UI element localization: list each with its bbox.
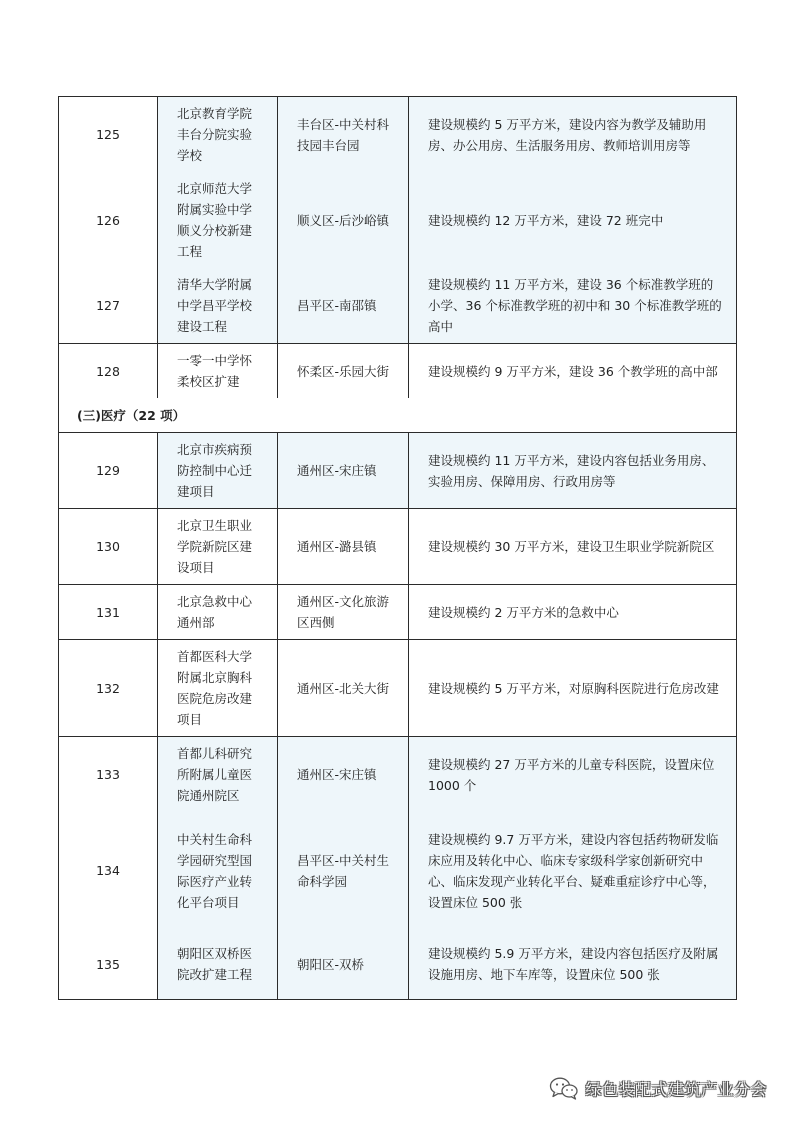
project-location: 顺义区-后沙峪镇: [278, 172, 409, 268]
table-row: [59, 640, 737, 737]
row-number: 126: [59, 172, 158, 268]
project-location: 通州区-宋庄镇: [278, 737, 409, 813]
project-location: 通州区-北关大街: [278, 640, 409, 737]
row-number: 125: [59, 97, 158, 173]
row-number: 135: [59, 929, 158, 1000]
project-description: 建设规模约 30 万平方米，建设卫生职业学院新院区: [409, 509, 737, 585]
row-number: 132: [59, 640, 158, 737]
project-description: 建设规模约 9 万平方米，建设 36 个教学班的高中部: [409, 344, 737, 399]
table-row: [59, 929, 737, 1000]
project-location: 昌平区-中关村生命科学园: [278, 812, 409, 929]
project-location: 通州区-潞县镇: [278, 509, 409, 585]
project-description: 建设规模约 11 万平方米，建设内容包括业务用房、实验用房、保障用房、行政用房等: [409, 433, 737, 509]
section-title: (三)医疗（22 项）: [59, 398, 737, 433]
project-description: 建设规模约 5.9 万平方米，建设内容包括医疗及附属设施用房、地下车库等，设置床位 500 张: [409, 929, 737, 1000]
project-name: 首都儿科研究所附属儿童医院通州院区: [158, 737, 278, 813]
project-description: 建设规模约 5 万平方米，建设内容为教学及辅助用房、办公用房、生活服务用房、教师培训用房等: [409, 97, 737, 173]
row-number: 127: [59, 268, 158, 344]
row-number: 131: [59, 585, 158, 640]
row-number: 130: [59, 509, 158, 585]
section-header-row: [59, 398, 737, 433]
project-description: 建设规模约 9.7 万平方米，建设内容包括药物研发临床应用及转化中心、临床专家级科学家创新研究中心、临床发现产业转化平台、疑难重症诊疗中心等，设置床位 500 张: [409, 812, 737, 929]
project-description: 建设规模约 27 万平方米的儿童专科医院，设置床位 1000 个: [409, 737, 737, 813]
project-name: 北京教育学院丰台分院实验学校: [158, 97, 278, 173]
table-row: [59, 344, 737, 399]
wechat-icon: [549, 1076, 579, 1100]
row-number: 133: [59, 737, 158, 813]
project-name: 北京市疾病预防控制中心迁建项目: [158, 433, 278, 509]
table-row: [59, 172, 737, 268]
table-row: [59, 812, 737, 929]
project-name: 一零一中学怀柔校区扩建: [158, 344, 278, 399]
project-location: 朝阳区-双桥: [278, 929, 409, 1000]
project-name: 北京师范大学附属实验中学顺义分校新建工程: [158, 172, 278, 268]
row-number: 134: [59, 812, 158, 929]
project-location: 通州区-文化旅游区西侧: [278, 585, 409, 640]
project-description: 建设规模约 11 万平方米，建设 36 个标准教学班的小学、36 个标准教学班的初中和 30 个标准教学班的高中: [409, 268, 737, 344]
watermark-text: 绿色装配式建筑产业分会: [585, 1079, 767, 1099]
table-row: [59, 97, 737, 173]
project-name: 北京卫生职业学院新院区建设项目: [158, 509, 278, 585]
table-row: [59, 433, 737, 509]
project-description: 建设规模约 12 万平方米，建设 72 班完中: [409, 172, 737, 268]
project-table: [58, 96, 737, 1000]
project-name: 中关村生命科学园研究型国际医疗产业转化平台项目: [158, 812, 278, 929]
project-description: 建设规模约 2 万平方米的急救中心: [409, 585, 737, 640]
project-name: 首都医科大学附属北京胸科医院危房改建项目: [158, 640, 278, 737]
row-number: 129: [59, 433, 158, 509]
project-location: 丰台区-中关村科技园丰台园: [278, 97, 409, 173]
project-name: 北京急救中心通州部: [158, 585, 278, 640]
project-location: 通州区-宋庄镇: [278, 433, 409, 509]
watermark: [549, 1073, 767, 1103]
table-row: [59, 585, 737, 640]
table-row: [59, 268, 737, 344]
project-description: 建设规模约 5 万平方米，对原胸科医院进行危房改建: [409, 640, 737, 737]
project-location: 怀柔区-乐园大街: [278, 344, 409, 399]
project-name: 清华大学附属中学昌平学校建设工程: [158, 268, 278, 344]
table-row: [59, 737, 737, 813]
project-location: 昌平区-南邵镇: [278, 268, 409, 344]
project-name: 朝阳区双桥医院改扩建工程: [158, 929, 278, 1000]
table-row: [59, 509, 737, 585]
row-number: 128: [96, 363, 120, 379]
